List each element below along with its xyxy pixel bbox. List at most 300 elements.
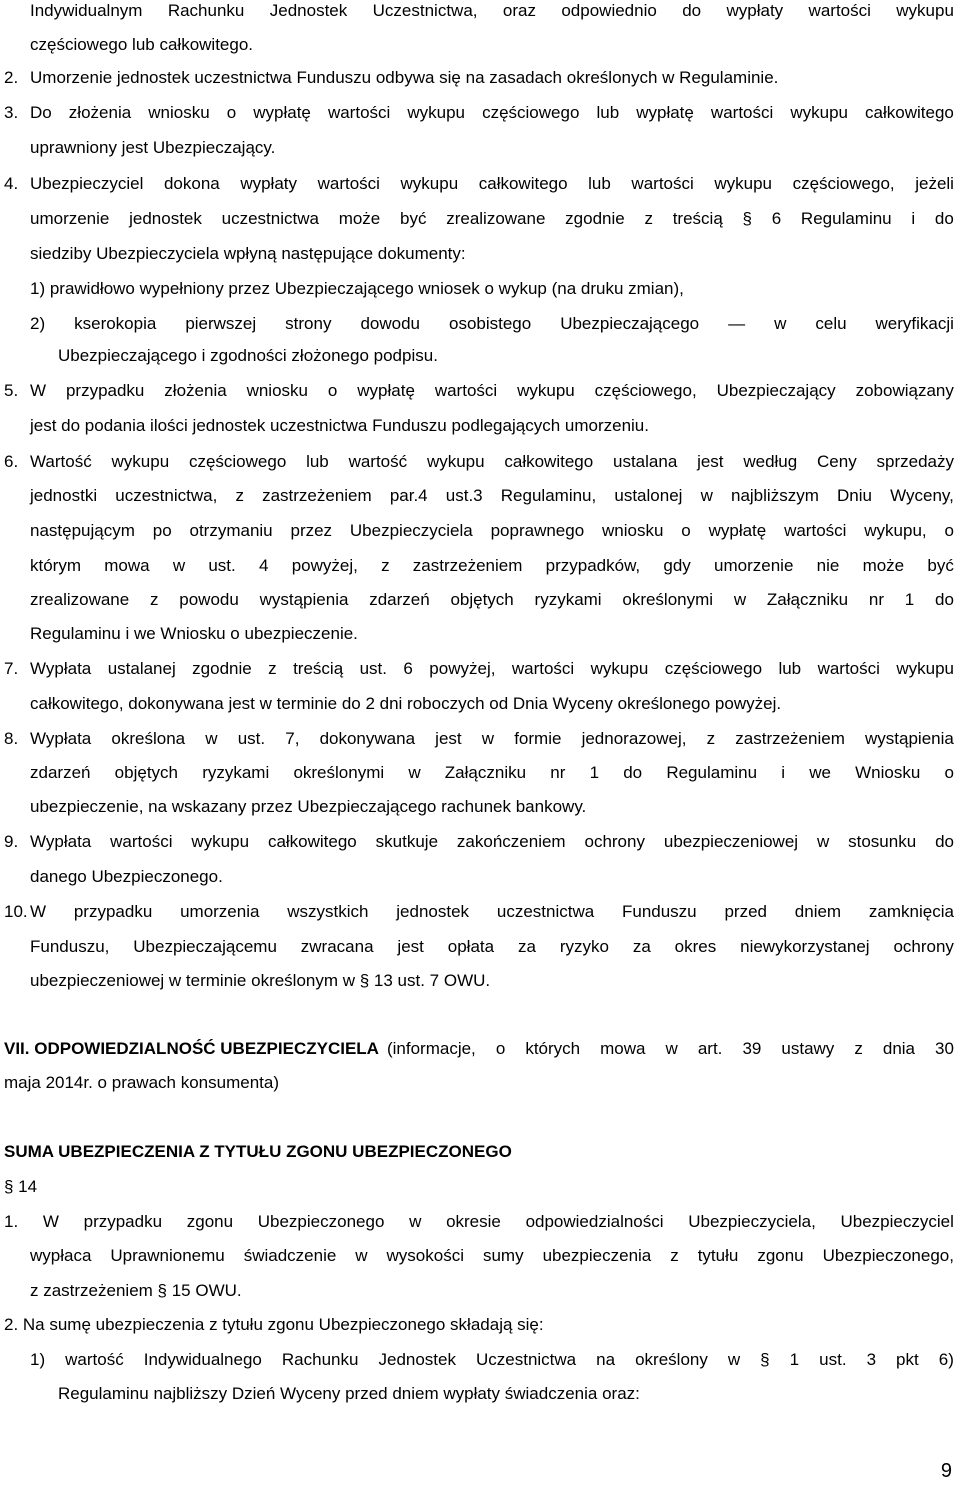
word: Regulaminu, — [500, 486, 597, 505]
word: do — [682, 1, 702, 20]
word: z — [644, 209, 653, 228]
text-line — [30, 555, 954, 577]
word: wartości — [434, 381, 498, 400]
word: Wypłata — [30, 729, 92, 748]
word: wartości — [808, 1, 871, 20]
word: ustawy — [781, 1039, 835, 1058]
word: w — [816, 832, 830, 851]
word: Regulaminu — [666, 763, 758, 782]
word: ust. — [359, 659, 387, 678]
subsection-title — [4, 1141, 512, 1163]
word: w — [665, 1039, 678, 1058]
word: określonymi — [622, 590, 714, 609]
word: być — [400, 209, 427, 228]
word: Wyceny, — [890, 486, 954, 505]
word: Ubezpieczający — [716, 381, 836, 400]
word: wartości — [327, 103, 391, 122]
word: przed — [724, 902, 767, 921]
text-line — [30, 728, 954, 750]
word: nr — [868, 590, 885, 609]
text-line: Umorzenie jednostek uczestnictwa Funduszu odbywa się na zasadach określonych w Regulaminie. — [30, 68, 779, 87]
word: 6) — [938, 1350, 954, 1369]
word: z — [235, 486, 244, 505]
word: odpowiedzialności — [525, 1212, 664, 1231]
word: 6 — [771, 209, 782, 228]
text-line — [30, 831, 954, 853]
word: Uczestnictwa, — [372, 1, 478, 20]
word: zakończeniem — [456, 832, 566, 851]
word: w — [727, 1350, 741, 1369]
word: umorzenia — [180, 902, 260, 921]
word: Ubezpieczyciel — [840, 1212, 954, 1231]
word: częściowego, — [792, 174, 895, 193]
text-line — [30, 589, 954, 611]
word: w — [205, 729, 218, 748]
word: W — [30, 381, 47, 400]
word: o — [226, 103, 237, 122]
word: stosunku — [848, 832, 917, 851]
word: Ubezpieczyciela, — [688, 1212, 816, 1231]
word: może — [338, 209, 381, 228]
word: zastrzeżeniem — [735, 729, 845, 748]
word: wypłaca — [30, 1246, 92, 1265]
word: opłata — [447, 937, 495, 956]
word: celu — [815, 314, 847, 333]
word: wniosku — [602, 521, 664, 540]
word: art. — [697, 1039, 723, 1058]
word: i — [781, 763, 786, 782]
word: jednostek — [396, 902, 470, 921]
text-line — [30, 208, 954, 230]
word: lub — [306, 452, 329, 471]
word: tytułu — [697, 1246, 739, 1265]
word: weryfikacji — [875, 314, 954, 333]
word: ust. — [237, 729, 266, 748]
word: przypadków, — [545, 556, 641, 575]
word: otrzymaniu — [189, 521, 273, 540]
word: w — [408, 763, 421, 782]
word: 1 — [789, 1350, 800, 1369]
word: za — [517, 937, 536, 956]
text-line: maja 2014r. o prawach konsumenta) — [4, 1073, 279, 1092]
word: wypłatę — [253, 103, 311, 122]
text-line — [30, 451, 954, 473]
word: Ceny — [817, 452, 857, 471]
word: W — [42, 1212, 59, 1231]
word: na — [596, 1350, 616, 1369]
word: pierwszej — [185, 314, 257, 333]
item-number: 2. — [4, 68, 19, 87]
word: którym — [30, 556, 81, 575]
word: uczestnictwa, — [115, 486, 218, 505]
word: wystąpienia — [259, 590, 349, 609]
text-line: Ubezpieczającego i zgodności złożonego podpisu. — [58, 346, 438, 365]
word: wykupu — [896, 1, 954, 20]
item-number: 3. — [4, 103, 19, 122]
word: gdy — [663, 556, 691, 575]
word: ubezpieczeniowej — [663, 832, 799, 851]
word: W — [30, 902, 47, 921]
word: ochrony — [584, 832, 645, 851]
text-line — [30, 1349, 954, 1371]
text-line — [30, 658, 954, 680]
word: zdarzeń — [369, 590, 430, 609]
word: całkowitego — [504, 452, 594, 471]
word: zamknięcia — [868, 902, 954, 921]
text-line — [30, 173, 954, 195]
word: Rachunku — [167, 1, 245, 20]
word: uczestnictwa — [496, 902, 595, 921]
word: Indywidualnym — [30, 1, 143, 20]
word: o — [495, 1039, 506, 1058]
word: najbliższym — [731, 486, 819, 505]
word: zdarzeń — [30, 763, 91, 782]
word: Ubezpieczyciel — [30, 174, 144, 193]
text-line: ubezpieczeniowej w terminie określonym w § 13 ust. 7 OWU. — [30, 971, 491, 990]
word: w — [409, 1212, 422, 1231]
text-line — [30, 520, 954, 542]
word: Ubezpieczającemu — [133, 937, 277, 956]
word: Wartość — [30, 452, 92, 471]
word: lub — [596, 103, 620, 122]
word: odpowiednio — [561, 1, 657, 20]
word: ryzykami — [202, 763, 270, 782]
word: umorzenie — [714, 556, 794, 575]
word: w — [774, 314, 787, 333]
word: poprawnego — [490, 521, 585, 540]
word: jest — [397, 937, 424, 956]
word: mowa — [104, 556, 150, 575]
word: Uczestnictwa — [476, 1350, 577, 1369]
word: powyżej, — [291, 556, 358, 575]
word: w — [481, 729, 495, 748]
word: uczestnictwa — [221, 209, 319, 228]
word: Ubezpieczającego — [560, 314, 700, 333]
word: wypłatę — [636, 103, 694, 122]
word: wykupu — [191, 832, 250, 851]
word: określona — [111, 729, 186, 748]
word: o — [681, 521, 691, 540]
word: 7, — [285, 729, 300, 748]
word: 1. — [4, 1212, 19, 1231]
word: — — [728, 314, 746, 333]
word: z — [150, 590, 159, 609]
word: kserokopia — [74, 314, 157, 333]
word: wysokości — [386, 1246, 464, 1265]
word: Jednostek — [269, 1, 348, 20]
word: ustalana — [613, 452, 678, 471]
word: lub — [778, 659, 802, 678]
word: 1) — [30, 1350, 46, 1369]
word: osobistego — [448, 314, 532, 333]
word: zastrzeżeniem — [262, 486, 372, 505]
word: powyżej, — [429, 659, 496, 678]
item-number: 4. — [4, 174, 19, 193]
word: ubezpieczenia — [542, 1246, 652, 1265]
word: wartości — [317, 174, 380, 193]
word: z — [706, 729, 716, 748]
word: w — [700, 486, 713, 505]
word: w — [172, 556, 186, 575]
word: wykupu — [790, 103, 848, 122]
word: formie — [514, 729, 562, 748]
text-line: całkowitego, dokonywana jest w terminie do 2 dni roboczych od Dnia Wyceny określonego powyżej. — [30, 694, 782, 713]
word: dniem — [794, 902, 842, 921]
word: zgonu — [186, 1212, 234, 1231]
word: (informacje, — [386, 1039, 476, 1058]
text-line: siedziby Ubezpieczyciela wpłyną następujące dokumenty: — [30, 244, 466, 263]
word: przypadku — [65, 381, 145, 400]
text-line — [30, 102, 954, 124]
word: może — [862, 556, 905, 575]
word: wykupu — [517, 381, 575, 400]
text-line: ubezpieczenie, na wskazany przez Ubezpieczającego rachunek bankowy. — [30, 797, 587, 816]
word: częściowego, — [594, 381, 697, 400]
word: do — [935, 832, 954, 851]
word: wniosku — [246, 381, 308, 400]
word: zgonu — [757, 1246, 804, 1265]
item-number: 10. — [4, 902, 28, 921]
word: wykupu — [407, 103, 466, 122]
word: Uprawnionemu — [110, 1246, 225, 1265]
word: ust.3 — [445, 486, 483, 505]
word: wartości — [710, 103, 774, 122]
item-number: 6. — [4, 452, 19, 471]
word: ustalanej — [107, 659, 176, 678]
text-line: Regulaminu najbliższy Dzień Wyceny przed dniem wypłaty świadczenia oraz: — [58, 1384, 640, 1403]
word: par.4 — [389, 486, 428, 505]
word: Jednostek — [378, 1350, 456, 1369]
text-line: danego Ubezpieczonego. — [30, 867, 223, 886]
word: zwracana — [300, 937, 374, 956]
word: całkowitego — [478, 174, 568, 193]
word: 6 — [403, 659, 413, 678]
word: wystąpienia — [865, 729, 954, 748]
word: według — [743, 452, 798, 471]
word: treścią — [672, 209, 723, 228]
word: całkowitego — [865, 103, 954, 122]
word: wartości — [511, 659, 575, 678]
word: okres — [674, 937, 717, 956]
word: wartości — [110, 832, 173, 851]
word: po — [152, 521, 172, 540]
word: Do — [30, 103, 52, 122]
word: zgodnie — [565, 209, 625, 228]
word: wypłatę — [357, 381, 415, 400]
word: we — [809, 763, 831, 782]
word: częściowego — [482, 103, 580, 122]
word: Załączniku — [444, 763, 527, 782]
word: i — [911, 209, 916, 228]
word: sumy — [482, 1246, 524, 1265]
word: wykupu — [111, 452, 170, 471]
text-line — [30, 762, 954, 784]
word: ust. — [208, 556, 236, 575]
word: wypłaty — [726, 1, 784, 20]
word: zrealizowane — [446, 209, 546, 228]
section-heading-bold: VII. ODPOWIEDZIALNOŚĆ UBEZPIECZYCIELA — [4, 1039, 379, 1058]
item-number: 8. — [4, 729, 19, 748]
word: zobowiązany — [855, 381, 954, 400]
word: za — [632, 937, 651, 956]
word: Regulaminu — [800, 209, 892, 228]
text-line — [30, 936, 954, 958]
word: przypadku — [73, 902, 153, 921]
word: jest — [697, 452, 724, 471]
word: z — [670, 1246, 679, 1265]
word: Wypłata — [30, 659, 92, 678]
word: wykupu — [590, 659, 649, 678]
word: jednorazowej, — [581, 729, 687, 748]
item-number: 5. — [4, 381, 19, 400]
word: skutkuje — [375, 832, 439, 851]
word: jednostek — [129, 209, 202, 228]
page-number: 9 — [940, 1460, 952, 1482]
word: ochrony — [893, 937, 954, 956]
word: 1 — [904, 590, 915, 609]
word: oraz — [502, 1, 536, 20]
word: Rachunku — [281, 1350, 359, 1369]
word: wartości — [784, 521, 847, 540]
word: Wniosku — [855, 763, 921, 782]
word: świadczenie — [243, 1246, 337, 1265]
word: dokonywana — [319, 729, 416, 748]
word: następującym — [30, 521, 135, 540]
word: z — [381, 556, 390, 575]
word: do — [934, 209, 954, 228]
text-line: uprawniony jest Ubezpieczający. — [30, 138, 276, 157]
word: wartości — [631, 174, 694, 193]
word: wykupu — [426, 452, 485, 471]
text-line — [30, 0, 954, 22]
word: § — [760, 1350, 770, 1369]
word: 1 — [589, 763, 600, 782]
word: wartość — [348, 452, 408, 471]
word: jest — [435, 729, 462, 748]
word: jeżeli — [915, 174, 954, 193]
text-line: jest do podania ilości jednostek uczestnictwa Funduszu podlegających umorzeniu. — [30, 416, 649, 435]
word: dokona — [163, 174, 220, 193]
item-number: 7. — [4, 659, 19, 678]
word: 3 — [866, 1350, 877, 1369]
word: ryzykami — [534, 590, 602, 609]
word: 39 — [742, 1039, 762, 1058]
text-line — [30, 485, 954, 507]
word: sprzedaży — [876, 452, 954, 471]
word: ustalonej — [614, 486, 683, 505]
word: jednostki — [30, 486, 98, 505]
word: w — [733, 590, 747, 609]
word: § — [742, 209, 752, 228]
word: wniosku — [148, 103, 210, 122]
section-heading — [4, 1038, 954, 1060]
word: Wypłata — [30, 832, 92, 851]
word: Ubezpieczonego — [257, 1212, 385, 1231]
word: o — [944, 521, 954, 540]
word: powodu — [179, 590, 239, 609]
text-line: 1) prawidłowo wypełniony przez Ubezpieczającego wniosek o wykup (na druku zmian), — [30, 279, 684, 298]
word: objętych — [450, 590, 514, 609]
word: umorzenie — [30, 209, 110, 228]
word: Dniu — [837, 486, 872, 505]
word: Funduszu — [621, 902, 697, 921]
word: Indywidualnego — [143, 1350, 262, 1369]
text-line — [30, 313, 954, 335]
word: być — [927, 556, 954, 575]
word: wykupu, — [864, 521, 927, 540]
text-line — [4, 1211, 954, 1233]
word: przez — [290, 521, 333, 540]
subsection-title-text: SUMA UBEZPIECZENIA Z TYTUŁU ZGONU UBEZPIECZONEGO — [4, 1142, 512, 1161]
word: Ubezpieczyciela — [349, 521, 473, 540]
word: ryzyko — [559, 937, 609, 956]
word: wykupu — [400, 174, 459, 193]
word: objętych — [114, 763, 178, 782]
word: strony — [285, 314, 332, 333]
text-line: częściowego lub całkowitego. — [30, 35, 254, 54]
section-heading-rest — [387, 1038, 954, 1060]
word: których — [525, 1039, 581, 1058]
text-line: 2. Na sumę ubezpieczenia z tytułu zgonu Ubezpieczonego składają się: — [4, 1315, 544, 1334]
word: wypłaty — [240, 174, 298, 193]
word: złożenia — [68, 103, 132, 122]
word: niewykorzystanej — [740, 937, 870, 956]
word: zrealizowane — [30, 590, 130, 609]
word: nie — [816, 556, 840, 575]
word: zastrzeżeniem — [412, 556, 523, 575]
word: nr — [550, 763, 566, 782]
word: Funduszu, — [30, 937, 110, 956]
word: zgodnie — [192, 659, 252, 678]
word: o — [944, 763, 954, 782]
word: wykupu — [714, 174, 772, 193]
word: określonymi — [293, 763, 385, 782]
word: okresie — [446, 1212, 501, 1231]
item-number: 9. — [4, 832, 19, 851]
word: do — [935, 590, 954, 609]
word: o — [327, 381, 338, 400]
word: pkt — [896, 1350, 919, 1369]
word: Ubezpieczonego, — [822, 1246, 954, 1265]
word: dnia — [882, 1039, 916, 1058]
word: 2) — [30, 314, 46, 333]
word: złożenia — [164, 381, 227, 400]
word: treścią — [293, 659, 344, 678]
text-line: z zastrzeżeniem § 15 OWU. — [30, 1281, 242, 1300]
word: wykupu — [896, 659, 954, 678]
word: mowa — [600, 1039, 646, 1058]
word: częściowego — [664, 659, 763, 678]
text-line — [30, 901, 954, 923]
text-line — [30, 380, 954, 402]
word: przypadku — [83, 1212, 163, 1231]
word: 4 — [258, 556, 269, 575]
word: do — [623, 763, 643, 782]
word: Załączniku — [766, 590, 849, 609]
word: 30 — [935, 1039, 954, 1058]
word: dowodu — [360, 314, 420, 333]
word: w — [355, 1246, 368, 1265]
text-line — [30, 1245, 954, 1267]
word: z — [854, 1039, 863, 1058]
word: wartości — [817, 659, 880, 678]
text-line: Regulaminu i we Wniosku o ubezpieczenie. — [30, 624, 358, 643]
word: całkowitego — [267, 832, 357, 851]
word: wszystkich — [287, 902, 369, 921]
word: z — [268, 659, 277, 678]
word: wypłatę — [708, 521, 767, 540]
word: częściowego — [188, 452, 287, 471]
